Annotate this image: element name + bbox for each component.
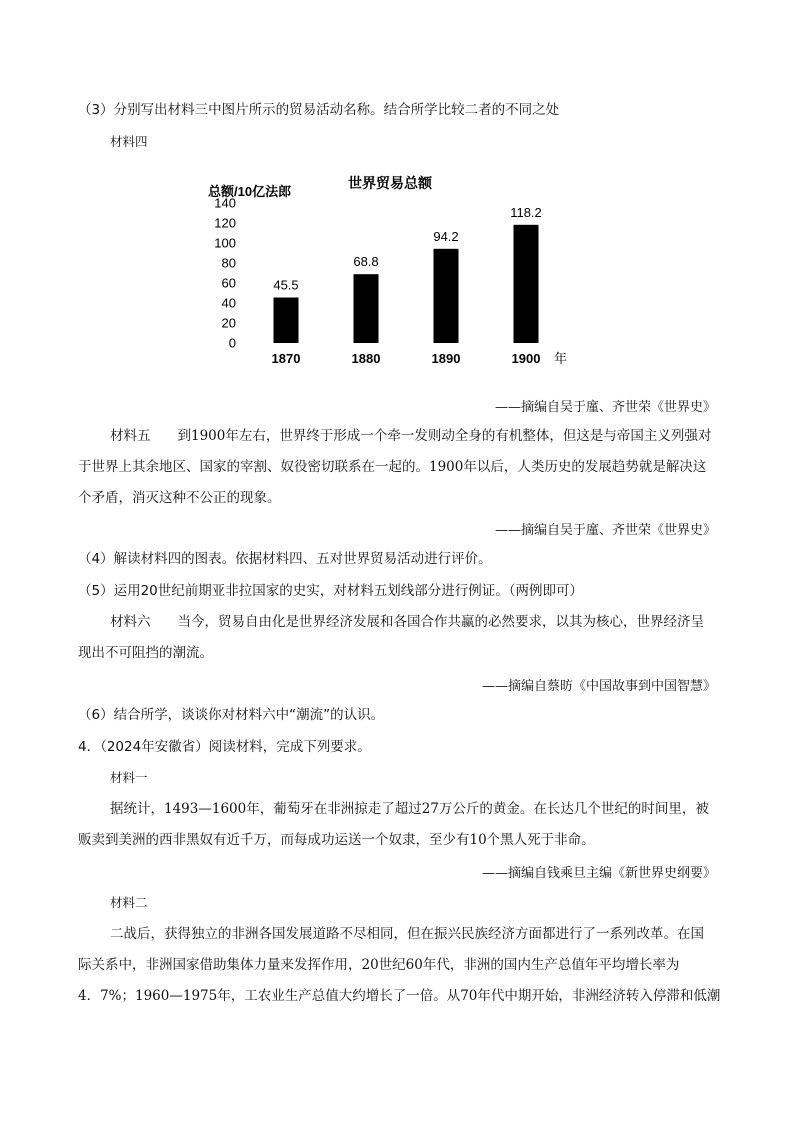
value-label: 118.2 — [510, 204, 542, 220]
source-1: ——摘编自吴于廑、齐世荣《世界史》 — [494, 400, 716, 415]
y-tick-label: 40 — [221, 295, 236, 311]
material-6-line-1: 材料六 当今，贸易自由化是世界经济发展和各国合作共赢的必然要求，以其为核心，世界经济呈 — [110, 614, 704, 630]
material-5-line-1: 材料五 到1900年左右，世界终于形成一个牵一发则动全身的有机整体，但这是与帝国主义列强对 — [110, 428, 712, 444]
material-2-label: 材料二 — [110, 895, 148, 910]
y-tick-label: 0 — [228, 335, 236, 351]
bar-1900 — [514, 225, 539, 343]
question-4: （4）解读材料四的图表。依据材料四、五对世界贸易活动进行评价。 — [78, 551, 492, 567]
y-tick-label: 100 — [214, 235, 236, 251]
material-1-label: 材料一 — [110, 770, 148, 785]
material-5-line-3: 个矛盾，消灭这种不公正的现象。 — [78, 490, 281, 506]
x-tick-label: 1880 — [351, 351, 381, 366]
material-5-line-2: 于世界上其余地区、国家的宰割、奴役密切联系在一起的。1900年以后，人类历史的发展趋势就是解决这 — [78, 459, 707, 475]
bars — [274, 225, 539, 343]
y-tick-label: 140 — [214, 195, 236, 211]
chart-title: 世界贸易总额 — [348, 175, 432, 191]
y-axis-label: 总额/10亿法郎 — [208, 184, 292, 199]
x-tick-labels — [272, 351, 541, 366]
bar-1880 — [354, 274, 379, 343]
x-tick-label: 1900 — [511, 351, 541, 366]
source-3: ——摘编自蔡昉《中国故事到中国智慧》 — [481, 679, 716, 694]
value-labels — [273, 205, 541, 293]
x-tick-label: 1870 — [271, 351, 301, 366]
x-axis-label: 年 — [554, 351, 568, 366]
y-tick-label: 20 — [221, 315, 236, 331]
question-3: （3）分别写出材料三中图片所示的贸易活动名称。结合所学比较二者的不同之处 — [78, 102, 560, 118]
material-1-line-2: 贩卖到美洲的西非黑奴有近千万，而每成功运送一个奴隶，至少有10个黑人死于非命。 — [78, 832, 595, 848]
material-1-line-1: 据统计，1493—1600年，葡萄牙在非洲掠走了超过27万公斤的黄金。在长达几个世纪的时间里，被 — [110, 801, 709, 817]
x-tick-label: 1890 — [431, 351, 461, 366]
material-4-label: 材料四 — [110, 134, 148, 149]
bar-1890 — [434, 249, 459, 343]
material-2-line-1: 二战后，获得独立的非洲各国发展道路不尽相同，但在振兴民族经济方面都进行了一系列改革。在国 — [110, 926, 704, 942]
value-label: 45.5 — [273, 277, 299, 293]
material-2-line-2: 际关系中，非洲国家借助集体力量来发挥作用，20世纪60年代，非洲的国内生产总值年平均增长率为 — [78, 957, 680, 973]
value-label: 94.2 — [433, 228, 459, 244]
bar-1870 — [274, 298, 299, 344]
material-6-line-2: 现出不可阻挡的潮流。 — [78, 645, 213, 661]
trade-bar-chart — [200, 168, 580, 368]
question-5: （5）运用20世纪前期亚非拉国家的史实，对材料五划线部分进行例证。（两例即可） — [78, 583, 584, 599]
value-label: 68.8 — [353, 254, 379, 270]
question-6: （6）结合所学，谈谈你对材料六中“潮流”的认识。 — [78, 707, 385, 723]
material-2-line-3: 4．7%；1960—1975年，工农业生产总值大约增长了一倍。从70年代中期开始，非洲经济转入停滞和低潮 — [78, 988, 721, 1004]
y-tick-label: 80 — [221, 255, 236, 271]
y-tick-label: 60 — [221, 275, 236, 291]
source-4: ——摘编自钱乘旦主编《新世界史纲要》 — [481, 866, 716, 881]
y-tick-labels — [214, 196, 236, 351]
question-4-heading: 4．（2024年安徽省）阅读材料，完成下列要求。 — [78, 739, 371, 755]
source-2: ——摘编自吴于廑、齐世荣《世界史》 — [494, 523, 716, 538]
y-tick-label: 120 — [214, 215, 236, 231]
